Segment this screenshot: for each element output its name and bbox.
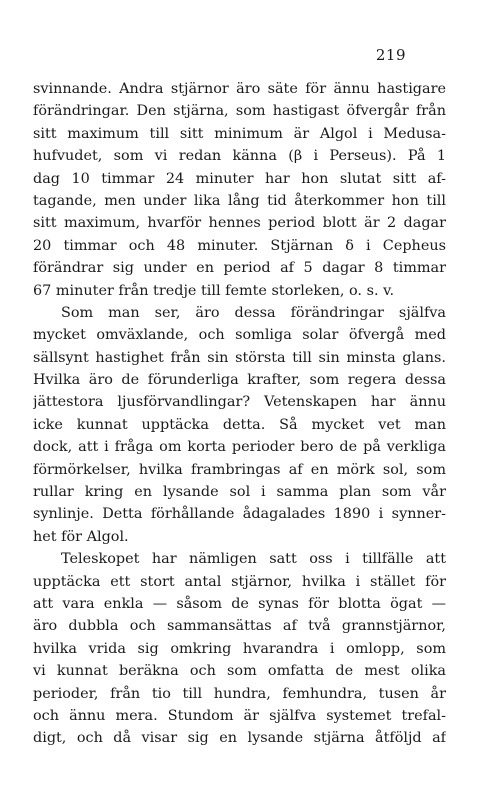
text-line: perioder, från tio till hundra, femhundra, tusen år: [33, 685, 446, 702]
body-text: [33, 78, 446, 750]
text-line: upptäcka ett stort antal stjärnor, hvilka i stället för: [33, 573, 446, 590]
text-line: och ännu mera. Stundom är själfva systemet trefal-: [33, 707, 446, 724]
text-line: dag 10 timmar 24 minuter har hon slutat sitt af-: [33, 170, 446, 187]
text-line: att vara enkla — såsom de synas för blotta ögat —: [33, 595, 446, 612]
text-line: digt, och då visar sig en lysande stjärna åtföljd af: [33, 730, 446, 747]
text-line: dock, att i fråga om korta perioder bero de på verkliga: [33, 439, 446, 456]
text-line: sitt maximum, hvarför hennes period blott är 2 dagar: [33, 215, 446, 232]
text-line: hufvudet, som vi redan känna (β i Perseus). På 1: [33, 148, 446, 165]
text-line: förmörkelser, hvilka frambringas af en mörk sol, som: [33, 461, 446, 478]
text-line: sitt maximum till sitt minimum är Algol i Medusa-: [33, 125, 446, 142]
text-line: icke kunnat upptäcka detta. Så mycket vet man: [33, 416, 446, 433]
text-line: tagande, men under lika lång tid återkommer hon till: [33, 192, 446, 209]
text-line: äro dubbla och sammansättas af två grannstjärnor,: [33, 618, 446, 635]
text-line: förändrar sig under en period af 5 dagar 8 timmar: [33, 260, 446, 277]
paragraph-first-line: Som man ser, äro dessa förändringar själfva: [61, 304, 446, 321]
text-line: het för Algol.: [33, 528, 129, 545]
text-line: svinnande. Andra stjärnor äro säte för ännu hastigare: [33, 81, 446, 97]
text-line: 67 minuter från tredje till femte storleken, o. s. v.: [33, 282, 395, 299]
paragraph-first-line: Teleskopet har nämligen satt oss i tillfälle att: [61, 551, 446, 568]
text-line: Hvilka äro de förunderliga krafter, som regera dessa: [33, 372, 446, 389]
text-line: 20 timmar och 48 minuter. Stjärnan δ i Cepheus: [33, 237, 446, 254]
text-line: mycket omväxlande, och somliga solar öfvergå med: [33, 327, 446, 344]
text-line: synlinje. Detta förhållande ådagalades 1890 i synner-: [33, 506, 446, 523]
text-line: rullar kring en lysande sol i samma plan som vår: [33, 484, 446, 501]
text-line: hvilka vrida sig omkring hvarandra i omlopp, som: [33, 640, 446, 657]
text-line: sällsynt hastighet från sin största till sin minsta glans.: [33, 349, 446, 366]
text-line: vi kunnat beräkna och som omfatta de mest olika: [33, 663, 446, 680]
text-line: förändringar. Den stjärna, som hastigast öfvergår från: [33, 103, 446, 120]
page-number: 219: [375, 46, 406, 64]
text-line: jättestora ljusförvandlingar? Vetenskapen har ännu: [33, 394, 446, 411]
